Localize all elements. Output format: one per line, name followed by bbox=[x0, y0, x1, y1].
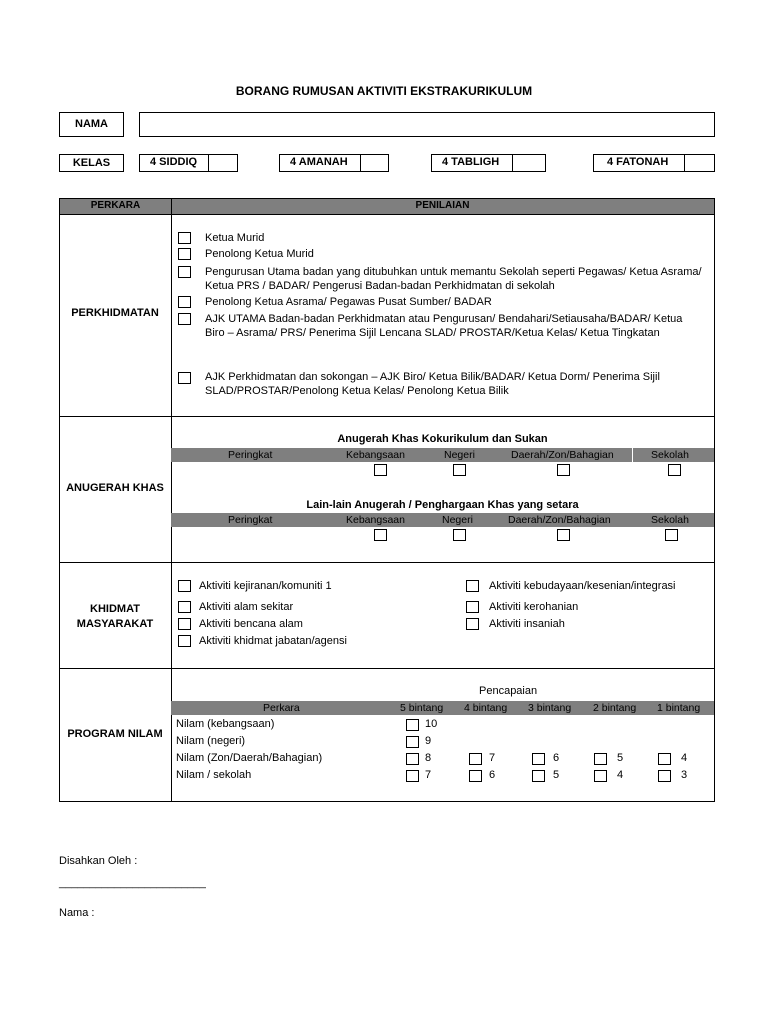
nilam-score: 5 bbox=[617, 752, 624, 764]
perkhidmatan-item: AJK UTAMA Badan-badan Perkhidmatan atau Pengurusan/ Bendahari/Setiausaha/BADAR/ Ketua Biro – Asrama/ PRS/ Penerima Sijil Lencana SLAD/ PROSTAR/Ketua Kelas/ Ketua Tingkatan bbox=[205, 313, 683, 339]
khidmat-label bbox=[60, 602, 170, 632]
nilam-row-name: Nilam (negeri) bbox=[176, 735, 246, 747]
nilam-checkbox[interactable] bbox=[658, 770, 671, 782]
nilam-score: 5 bbox=[553, 769, 560, 781]
hdr-1bintang: 1 bintang bbox=[657, 702, 701, 714]
col-penilaian: PENILAIAN bbox=[415, 200, 470, 211]
hdr-sekolah: Sekolah bbox=[651, 449, 689, 461]
nilam-checkbox[interactable] bbox=[406, 770, 419, 782]
perkhidmatan-item: Pengurusan Utama badan yang ditubuhkan untuk memantu Sekolah seperti Pegawas/ Ketua Asrama/ Ketua PRS / BADAR/ Pengerusi Badan-badan Perkhidmatan di sekolah bbox=[205, 266, 702, 292]
nilam-score: 9 bbox=[425, 735, 432, 747]
nilam-checkbox[interactable] bbox=[469, 770, 482, 782]
nilam-row-name: Nilam / sekolah bbox=[176, 769, 252, 781]
anugerah-section2-title: Lain-lain Anugerah / Penghargaan Khas yang setara bbox=[306, 499, 579, 511]
khidmat-checkbox[interactable] bbox=[178, 618, 191, 630]
nilam-score: 7 bbox=[425, 769, 432, 781]
kelas-label: KELAS bbox=[59, 154, 124, 172]
hdr-peringkat: Peringkat bbox=[228, 449, 273, 461]
nama-label: NAMA bbox=[59, 112, 124, 137]
khidmat-item: Aktiviti khidmat jabatan/agensi bbox=[199, 635, 347, 647]
anugerah-kebangsaan-checkbox[interactable] bbox=[374, 464, 387, 476]
anugerah-sekolah-checkbox[interactable] bbox=[668, 464, 681, 476]
disahkan-label: Disahkan Oleh : bbox=[59, 855, 138, 867]
hdr-kebangsaan: Kebangsaan bbox=[346, 449, 405, 461]
anugerah-label: ANUGERAH KHAS bbox=[66, 482, 164, 494]
nilam-checkbox[interactable] bbox=[594, 753, 607, 765]
perkhidmatan-checkbox[interactable] bbox=[178, 296, 191, 308]
khidmat-item: Aktiviti kejiranan/komuniti 1 bbox=[199, 580, 332, 592]
anugerah2-kebangsaan-checkbox[interactable] bbox=[374, 529, 387, 541]
khidmat-checkbox[interactable] bbox=[178, 580, 191, 592]
khidmat-item: Aktiviti insaniah bbox=[489, 618, 565, 630]
kelas-option-amanah[interactable] bbox=[279, 154, 389, 172]
khidmat-checkbox[interactable] bbox=[178, 635, 191, 647]
anugerah2-negeri-checkbox[interactable] bbox=[453, 529, 466, 541]
col-perkara: PERKARA bbox=[90, 200, 141, 211]
nilam-score: 3 bbox=[681, 769, 688, 781]
perkhidmatan-checkbox[interactable] bbox=[178, 248, 191, 260]
khidmat-checkbox[interactable] bbox=[178, 601, 191, 613]
nilam-score: 4 bbox=[617, 769, 624, 781]
perkhidmatan-label: PERKHIDMATAN bbox=[71, 307, 159, 319]
hdr-peringkat: Peringkat bbox=[228, 514, 273, 526]
perkhidmatan-item: AJK Perkhidmatan dan sokongan – AJK Biro/ Ketua Bilik/BADAR/ Ketua Dorm/ Penerima Sijil SLAD/PROSTAR/Penolong Ketua Kelas/ Penolong Ketua Bilik bbox=[205, 371, 660, 397]
perkhidmatan-checkbox[interactable] bbox=[178, 313, 191, 325]
perkhidmatan-checkbox[interactable] bbox=[178, 372, 191, 384]
hdr-daerah: Daerah/Zon/Bahagian bbox=[508, 514, 611, 526]
perkhidmatan-checkbox[interactable] bbox=[178, 232, 191, 244]
nilam-row-name: Nilam (Zon/Daerah/Bahagian) bbox=[176, 752, 323, 764]
khidmat-item: Aktiviti alam sekitar bbox=[199, 601, 294, 613]
hdr-3bintang: 3 bintang bbox=[528, 702, 572, 714]
nilam-checkbox[interactable] bbox=[406, 719, 419, 731]
hdr-negeri: Negeri bbox=[442, 514, 473, 526]
hdr-2bintang: 2 bintang bbox=[593, 702, 637, 714]
hdr-sekolah: Sekolah bbox=[651, 514, 689, 526]
anugerah-header-2 bbox=[171, 513, 714, 527]
nilam-row-name: Nilam (kebangsaan) bbox=[176, 718, 275, 730]
anugerah-negeri-checkbox[interactable] bbox=[453, 464, 466, 476]
nilam-score: 4 bbox=[681, 752, 688, 764]
hdr-4bintang: 4 bintang bbox=[464, 702, 508, 714]
nilam-score: 7 bbox=[489, 752, 496, 764]
hdr-perkara: Perkara bbox=[263, 702, 300, 714]
nilam-checkbox[interactable] bbox=[469, 753, 482, 765]
anugerah-daerah-checkbox[interactable] bbox=[557, 464, 570, 476]
khidmat-checkbox[interactable] bbox=[466, 601, 479, 613]
nilam-score: 6 bbox=[489, 769, 496, 781]
kelas-option-label: 4 TABLIGH bbox=[442, 156, 500, 168]
kelas-option-label: 4 SIDDIQ bbox=[150, 156, 198, 168]
kelas-option-label: 4 FATONAH bbox=[607, 156, 669, 168]
hdr-daerah: Daerah/Zon/Bahagian bbox=[511, 449, 614, 461]
kelas-option-siddiq[interactable] bbox=[139, 154, 238, 172]
nama-input[interactable] bbox=[139, 112, 715, 137]
nilam-checkbox[interactable] bbox=[406, 736, 419, 748]
anugerah2-daerah-checkbox[interactable] bbox=[557, 529, 570, 541]
nilam-score: 8 bbox=[425, 752, 432, 764]
perkhidmatan-item: Penolong Ketua Murid bbox=[205, 248, 314, 260]
khidmat-item: Aktiviti kebudayaan/kesenian/integrasi bbox=[489, 580, 676, 592]
nilam-score: 6 bbox=[553, 752, 560, 764]
anugerah-header-1 bbox=[171, 448, 714, 462]
kelas-option-tabligh[interactable] bbox=[431, 154, 546, 172]
nilam-label: PROGRAM NILAM bbox=[67, 728, 163, 740]
anugerah2-sekolah-checkbox[interactable] bbox=[665, 529, 678, 541]
khidmat-label-line2: MASYARAKAT bbox=[76, 618, 154, 630]
kelas-option-fatonah[interactable] bbox=[593, 154, 715, 172]
hdr-5bintang: 5 bintang bbox=[400, 702, 444, 714]
perkhidmatan-item: Penolong Ketua Asrama/ Pegawas Pusat Sumber/ BADAR bbox=[205, 296, 492, 308]
kelas-option-label: 4 AMANAH bbox=[290, 156, 348, 168]
hdr-negeri: Negeri bbox=[444, 449, 475, 461]
nilam-checkbox[interactable] bbox=[532, 753, 545, 765]
nilam-checkbox[interactable] bbox=[594, 770, 607, 782]
nilam-checkbox[interactable] bbox=[658, 753, 671, 765]
khidmat-checkbox[interactable] bbox=[466, 618, 479, 630]
perkhidmatan-item: Ketua Murid bbox=[205, 232, 265, 244]
nilam-checkbox[interactable] bbox=[532, 770, 545, 782]
khidmat-item: Aktiviti bencana alam bbox=[199, 618, 303, 630]
nilam-checkbox[interactable] bbox=[406, 753, 419, 765]
nilam-pencapaian: Pencapaian bbox=[479, 685, 538, 697]
nilam-header bbox=[171, 701, 714, 715]
nilam-score: 10 bbox=[425, 718, 438, 730]
hdr-kebangsaan: Kebangsaan bbox=[346, 514, 405, 526]
anugerah-section1-title: Anugerah Khas Kokurikulum dan Sukan bbox=[337, 433, 548, 445]
page-title: BORANG RUMUSAN AKTIVITI EKSTRAKURIKULUM bbox=[235, 84, 533, 98]
signature-line[interactable]: ________________________ bbox=[59, 877, 206, 889]
khidmat-item: Aktiviti kerohanian bbox=[489, 601, 579, 613]
nama-footer-label: Nama : bbox=[59, 907, 95, 919]
khidmat-label-line1: KHIDMAT bbox=[90, 603, 140, 615]
perkhidmatan-checkbox[interactable] bbox=[178, 266, 191, 278]
khidmat-checkbox[interactable] bbox=[466, 580, 479, 592]
